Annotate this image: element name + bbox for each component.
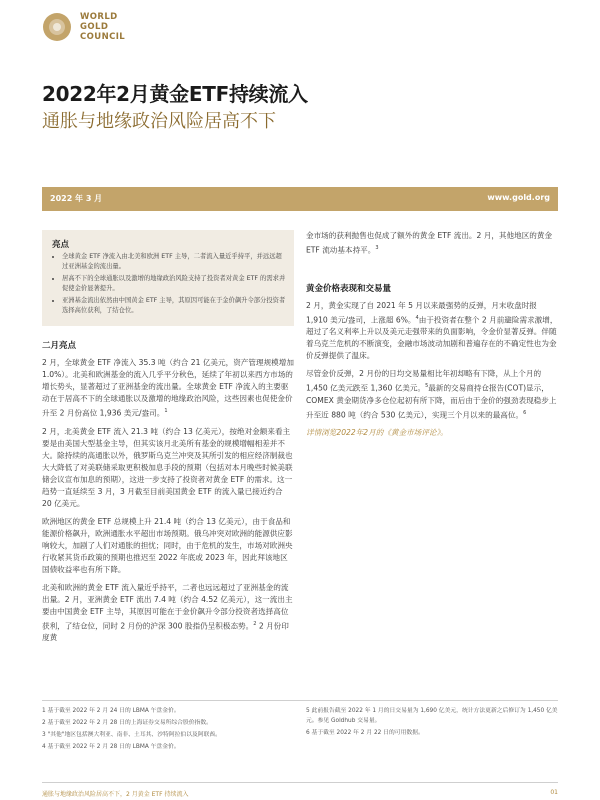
highlights-list — [52, 252, 288, 318]
page-title: 2022年2月黄金ETF持续流入 — [42, 82, 308, 106]
footnotes-left — [42, 706, 294, 754]
paragraph-text: 最新的交易商持仓报告(COT)显示，COMEX 黄金期货净多仓位起初有所下降，而后由于金价的强劲表现稳步上升至近 880 吨（约合 530 亿美元），实现三个月以来的最高位。 — [306, 383, 557, 420]
page-number: 01 — [550, 789, 558, 796]
paragraph: 2 月，北美黄金 ETF 流入 21.3 吨（约合 13 亿美元），按绝对金额来看主要是由美国大型基金主导，但其实该月北美所有基金的规模增幅相差并不大。除持续的高通胀以外，俄罗斯乌克兰冲突及其所引发的相应经济制裁也大大降低了对美联储采取更积极加息手段的预期（包括对本月晚些时候美联储会议宣布加息的预期），这进一步支持了投资者对黄金 ETF 的需求。这一趋势一直延续至 3 月，3 月截至目前美国黄金 ETF 的流入量已接近约合 20 亿美元。 — [42, 426, 293, 508]
date-band — [42, 187, 558, 211]
paragraph-text: 金市场的获利抛售也促成了额外的黄金 ETF 流出。2 月，其他地区的黄金 ETF 流动基本持平。 — [306, 231, 553, 255]
paragraph-text: 由于投资者在整个 2 月前避险需求激增，超过了名义利率上升以及美元走强带来的负面影响，令金价显著反弹。伴随着乌克兰危机的不断演变，金融市场波动加剧和普遍存在的不确定性也为金价反弹提供了温床。 — [306, 315, 558, 361]
section-heading-highlights: 二月亮点 — [42, 341, 77, 351]
paragraph — [306, 368, 558, 421]
world-gold-council-logo — [42, 10, 132, 52]
market-commentary-link[interactable]: 详情浏览2022年2月的《黄金市场评论》。 — [306, 428, 448, 438]
website-link[interactable]: www.gold.org — [487, 193, 550, 202]
footnote: 1 基于截至 2022 年 2 月 24 日的 LBMA 午盘金价。 — [42, 708, 180, 714]
footer-divider — [42, 782, 558, 783]
highlights-box — [42, 230, 294, 326]
footnote-ref[interactable]: 4 — [415, 314, 419, 321]
footnotes-right — [306, 706, 558, 740]
left-column — [42, 340, 294, 650]
report-date: 2022 年 3 月 — [50, 194, 103, 203]
paragraph — [42, 582, 294, 645]
paragraph-text: 尽管金价反弹，2 月份的日均交易量相比年初却略有下降，从上个月的 1,450 亿美元跌至 1,360 亿美元。 — [306, 369, 542, 393]
paragraph-text: 2 月，黄金实现了自 2021 年 5 月以来最强势的反弹，月末收盘时报 1,910 美元/盎司，上涨超 6%。 — [306, 300, 537, 325]
footnote: 4 基于截至 2022 年 2 月 28 日的 LBMA 午盘金价。 — [42, 744, 180, 750]
paragraph: 欧洲地区的黄金 ETF 总规模上升 21.4 吨（约合 13 亿美元），由于食品和能源价格飙升，欧洲通胀水平超出市场预期。俄乌冲突对欧洲的能源供应影响较大，加剧了人们对通胀的担忧；同时，由于危机的发生，市场对欧洲央行收紧其货币政策的预期也推迟至 2022 年底或 2023 年，因此拜该地区国债收益率也有所下降。 — [42, 516, 293, 574]
footer-title: 通胀与地缘政治风险居高不下，2 月黄金 ETF 持续流入 — [42, 791, 189, 798]
logo-text — [80, 12, 125, 42]
page-subtitle: 通胀与地缘政治风险居高不下 — [42, 111, 276, 132]
footnote-divider — [42, 700, 558, 701]
footnote: 6 基于截至 2022 年 2 月 22 日的可用数据。 — [306, 730, 424, 736]
footnote-ref[interactable]: 6 — [523, 409, 527, 416]
highlight-item: • 居高不下的全球通胀以及激增的地缘政治风险支持了投资者对黄金 ETF 的需求并促使金价显著提升。 — [62, 274, 288, 294]
logo-line-1: WORLD — [80, 12, 118, 22]
logo-line-3: COUNCIL — [80, 32, 126, 42]
highlight-item: • 全球黄金 ETF 净流入由北美和欧洲 ETF 主导，二者流入量近乎持平，并远远超过亚洲基金的流出量。 — [62, 252, 288, 272]
paragraph — [306, 230, 558, 257]
paragraph — [306, 300, 558, 363]
logo-emblem-icon — [42, 12, 72, 42]
highlights-heading: 亮点 — [52, 240, 70, 250]
highlight-item: • 亚洲基金流出依然由中国黄金 ETF 主导，其原因可能在于金价飙升令部分投资者选择高位获利，了结仓位。 — [62, 296, 288, 316]
paragraph — [42, 357, 294, 420]
footnote: 3 "其他"地区包括澳大利亚、南非、土耳其、沙特阿拉伯以及阿联酋。 — [42, 732, 221, 738]
footnote-ref[interactable]: 2 — [253, 620, 257, 627]
paragraph-text: 北美和欧洲的黄金 ETF 流入量近乎持平，二者也远远超过了亚洲基金的流出量。2 月，亚洲黄金 ETF 流出 7.4 吨（约合 4.52 亿美元），这一流出主要由中国黄金 ETF 主导，其原因可能在于金价飙升令部分投资者选择高位获利，了结仓位，同时 2 月份的沪深 300 股指仍呈积极态势。 — [42, 582, 293, 631]
footnote-ref[interactable]: 1 — [164, 408, 168, 414]
footnote-ref[interactable]: 3 — [375, 245, 379, 251]
footnote-ref[interactable]: 5 — [425, 383, 429, 390]
section-heading-price: 黄金价格表现和交易量 — [306, 283, 392, 294]
paragraph-text: 2 月，全球黄金 ETF 净流入 35.3 吨（约合 21 亿美元，资产管理规模增加 1.0%）。北美和欧洲基金的流入几乎平分秋色，延续了年初以来西方市场的增长势头，显著超过了亚洲基金的流出量。全球黄金 ETF 净流入的主要驱动在于居高不下的全球通胀以及激增的地缘政治风险，这些因素也促使金价升至 2 月份高位 1,936 美元/盎司。 — [42, 358, 294, 418]
paragraph-text: 2 月份印度黄 — [42, 621, 289, 643]
footnote: 2 基于截至 2022 年 2 月 28 日的上海证券交易所综合股价指数。 — [42, 720, 212, 726]
footnote: 5 此前报告截至 2022 年 1 月的日交易量为 1,690 亿美元，统计方法更新之后修订为 1,450 亿美元。参见 Goldhub 交易量。 — [306, 708, 558, 724]
logo-line-2: GOLD — [80, 22, 109, 32]
right-column — [306, 230, 558, 445]
